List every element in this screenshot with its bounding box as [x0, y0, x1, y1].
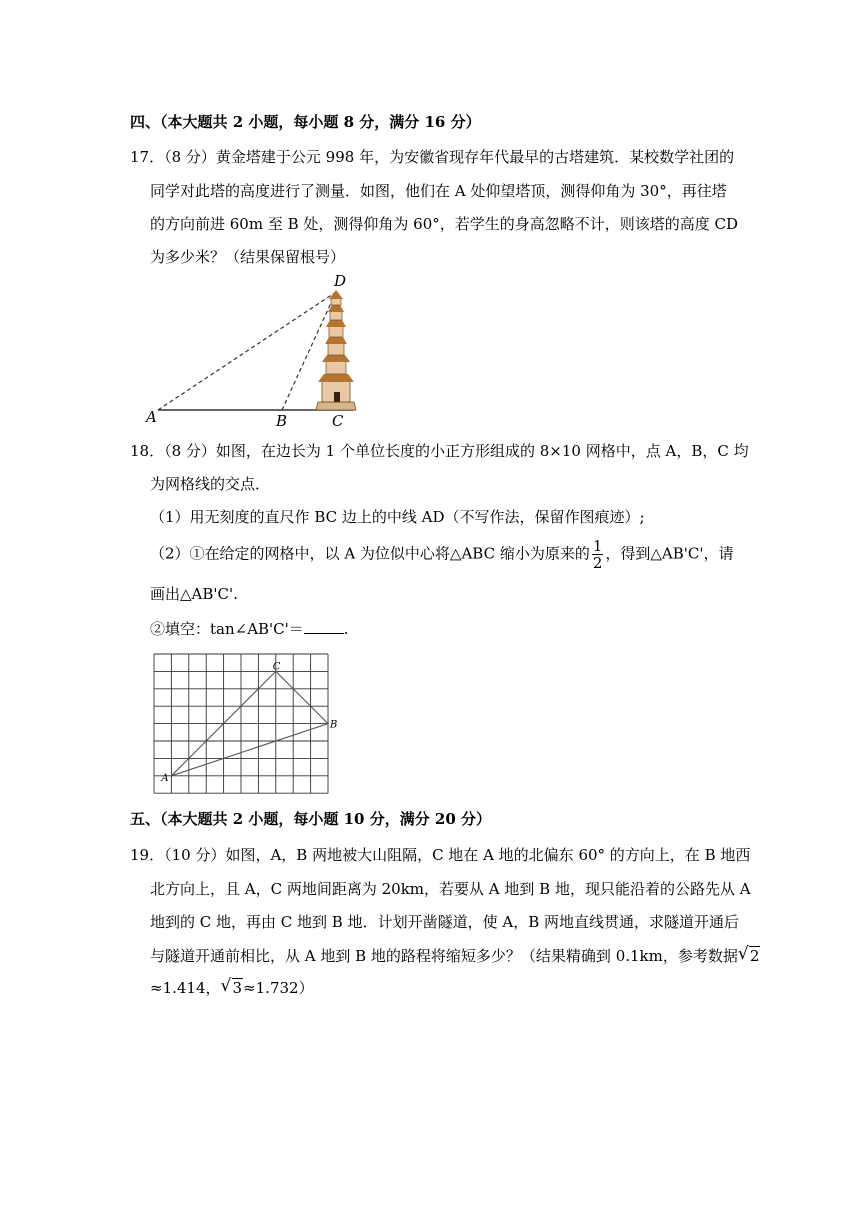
q19-line4-text: 与隧道开通前相比，从 A 地到 B 地的路程将缩短多少？（结果精确到 0.1km，参考数据 [150, 947, 738, 965]
q18-line1: 18．（8 分）如图，在边长为 1 个单位长度的小正方形组成的 8×10 网格中，点 A，B，C 均 [130, 442, 749, 460]
q18-part2b-end: . [343, 620, 349, 638]
q18-line2: 为网格线的交点． [150, 475, 271, 493]
q18-part2a [150, 538, 734, 571]
q18-part2a-line2: 画出△AB'C'. [150, 585, 238, 603]
fraction-numerator: 1 [592, 537, 603, 555]
figure17-label-d: D [334, 272, 347, 290]
sqrt-3-radicand: 3 [232, 979, 243, 997]
answer-blank [304, 619, 344, 634]
grid-label-a: A [161, 772, 169, 784]
section5-heading: 五、（本大题共 2 小题，每小题 10 分，满分 20 分） [130, 810, 492, 828]
q17-line2: 同学对此塔的高度进行了测量．如图，他们在 A 处仰望塔顶，测得仰角为 30°，再往塔 [150, 182, 727, 200]
grid-label-b: B [330, 719, 338, 731]
q17-line1: 17．（8 分）黄金塔建于公元 998 年，为安徽省现存年代最早的古塔建筑．某校数学社团的 [130, 148, 735, 166]
sqrt-2-radicand: 2 [749, 947, 760, 965]
q19-line4 [150, 946, 760, 966]
sqrt-2: √ 2 [737, 944, 760, 965]
q19-line2: 北方向上，且 A，C 两地间距离为 20km，若要从 A 地到 B 地，现只能沿着的公路先从 A [150, 880, 751, 898]
q18-part2b-text: ②填空：tan∠AB'C'＝ [150, 620, 304, 638]
figure17-label-b: B [276, 412, 288, 430]
q19-line5 [150, 978, 314, 998]
q17-line4: 为多少米？（结果保留根号） [150, 248, 346, 266]
q19-line3: 地到的 C 地，再由 C 地到 B 地．计划开凿隧道，使 A，B 两地直线贯通，求隧道开通后 [150, 913, 739, 931]
pagoda-icon [316, 290, 356, 410]
q18-part2b [150, 619, 349, 639]
q17-line3: 的方向前进 60m 至 B 处，测得仰角为 60°，若学生的身高忽略不计，则该塔的高度 CD [150, 215, 739, 233]
q18-part1: （1）用无刻度的直尺作 BC 边上的中线 AD（不写作法，保留作图痕迹）; [150, 508, 645, 526]
q19-approx-sqrt3: ≈1.732） [243, 979, 314, 997]
fraction-denominator: 2 [592, 554, 603, 572]
grid-label-c: C [272, 661, 281, 673]
q18-part2a-pre: （2）①在给定的网格中，以 A 为位似中心将△ABC 缩小为原来的 [150, 544, 590, 563]
q19-line1: 19．（10 分）如图，A，B 两地被大山阻隔，C 地在 A 地的北偏东 60° 的方向上，在 B 地西 [130, 846, 751, 864]
sqrt-3: √ 3 [220, 976, 243, 997]
section4-heading: 四、（本大题共 2 小题，每小题 8 分，满分 16 分） [130, 113, 481, 131]
pagoda-figure [140, 270, 370, 430]
figure17-label-a: A [146, 408, 157, 426]
fraction-half [592, 538, 604, 571]
grid-figure [152, 652, 342, 794]
q19-approx-sqrt2: ≈1.414， [150, 979, 221, 997]
q18-part2a-post: ，得到△AB'C'，请 [605, 544, 734, 563]
figure17-label-c: C [332, 412, 344, 430]
